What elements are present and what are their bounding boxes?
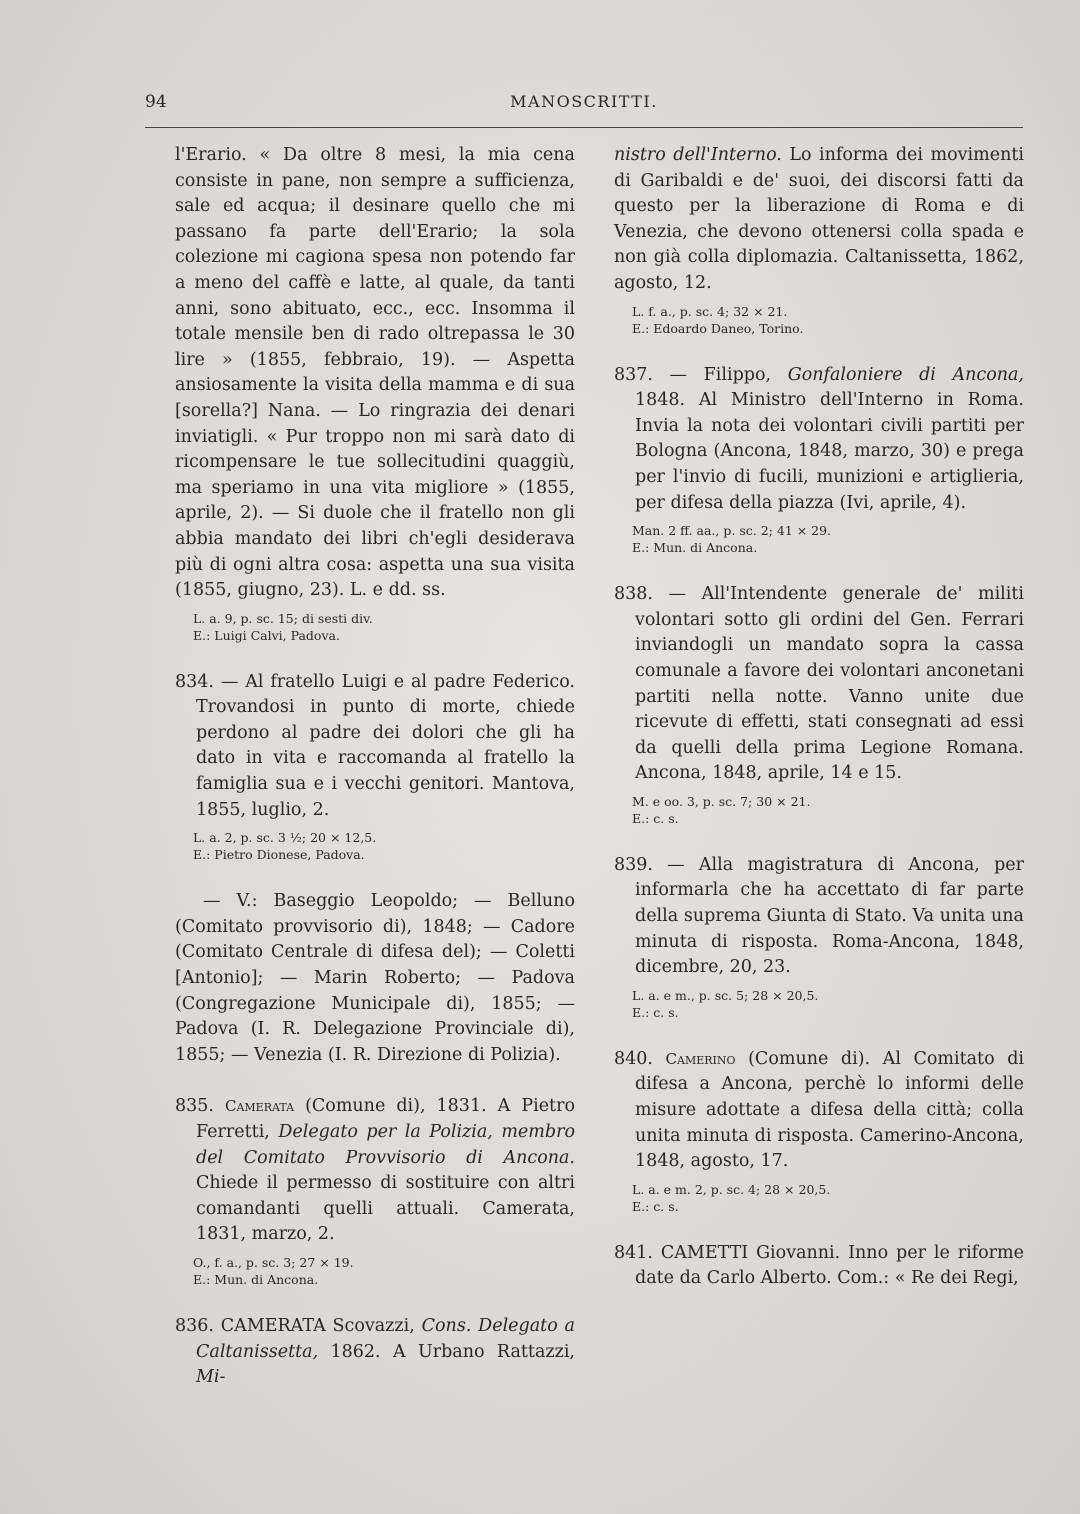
page-number: 94	[145, 92, 167, 112]
entry-836-note	[632, 303, 1024, 337]
note-line: L. f. a., p. sc. 4; 32 × 21.	[632, 303, 788, 319]
entry-840-text: 840. Camerino (Comune di). Al Comitato di difesa a Ancona, perchè lo informi delle misure adottate a difesa della città; colla unita minuta di risposta. Camerino-Ancona, 1848, agosto, 17.	[614, 1048, 1024, 1172]
entry-number: 840.	[614, 1048, 653, 1069]
entry-836-text: 836. CAMERATA Scovazzi, Cons. Delegato a Caltanissetta, 1862. A Urbano Rattazzi, Mi-	[175, 1315, 575, 1388]
entry-835-note	[193, 1254, 575, 1288]
entry-837	[614, 363, 1024, 557]
note-line: E.: Mun. di Ancona.	[193, 1271, 319, 1287]
note-line: M. e oo. 3, p. sc. 7; 30 × 21.	[632, 793, 811, 809]
note-line: E.: Luigi Calvi, Padova.	[193, 627, 340, 643]
cross-reference	[175, 889, 575, 1068]
entry-834-text: 834. — Al fratello Luigi e al padre Federico. Trovandosi in punto di morte, chiede perdono al padre dei dolori che gli ha dato in vita e raccomanda al fratello la famiglia sua e i vecchi genitori. Mantova, 1855, luglio, 2.	[175, 671, 575, 820]
entry-heading: Camerino	[665, 1049, 736, 1068]
entry-838	[614, 582, 1024, 827]
note-line: E.: Edoardo Daneo, Torino.	[632, 320, 804, 336]
entry-number: 835.	[175, 1096, 214, 1117]
entry-837-text: 837. — Filippo, Gonfaloniere di Ancona, 1848. Al Ministro dell'Interno in Roma. Invia la nota dei volontari civili partiti per Bologna (Ancona, 1848, marzo, 30) e prega per l'invio di fucili, munizioni e artiglieria, per difesa della piazza (Ivi, aprile, 4).	[614, 364, 1025, 513]
note-line: Man. 2 ff. aa., p. sc. 2; 41 × 29.	[632, 523, 832, 539]
note-line: E.: Pietro Dionese, Padova.	[193, 847, 365, 863]
entry-835-text: 835. Camerata (Comune di), 1831. A Pietro Ferretti, Delegato per la Polizia, membro del Comitato Provvisorio di Ancona. Chiede il permesso di sostituire con altri comandanti quelli attuali. Camerata, 1831, marzo, 2.	[175, 1096, 575, 1245]
note-line: E.: c. s.	[632, 1198, 679, 1214]
note-line: L. a. e m., p. sc. 5; 28 × 20,5.	[632, 987, 819, 1003]
left-column	[175, 143, 575, 1391]
entry-839-note	[632, 987, 1024, 1021]
entry-834	[175, 670, 575, 864]
entry-836	[175, 1314, 575, 1391]
page-header	[145, 92, 1023, 122]
entry-839	[614, 853, 1024, 1021]
note-line: O., f. a., p. sc. 3; 27 × 19.	[193, 1254, 354, 1270]
entry-835	[175, 1094, 575, 1288]
note-line: L. a. e m. 2, p. sc. 4; 28 × 20,5.	[632, 1181, 831, 1197]
entry-838-text: 838. — All'Intendente generale de' militi volontari sotto gli ordini del Gen. Ferrari inviandogli un mandato sopra la cassa comunale a favore dei volontari anconetani partiti nella notte. Vanno unite due ricevute di effetti, stati consegnati ad essi da quelli della prima Legione Romana. Ancona, 1848, aprile, 14 e 15.	[614, 584, 1024, 784]
right-column	[614, 143, 1024, 1292]
entry-838-note	[632, 793, 1024, 827]
entry-841-text: 841. CAMETTI Giovanni. Inno per le riforme date da Carlo Alberto. Com.: « Re dei Regi,	[614, 1242, 1024, 1289]
entry-heading: Camerata	[225, 1097, 295, 1116]
note-line: E.: c. s.	[632, 810, 679, 826]
entry-841	[614, 1241, 1024, 1292]
running-title: MANOSCRITTI.	[510, 92, 658, 111]
entry-840-note	[632, 1181, 1024, 1215]
note-line: L. a. 9, p. sc. 15; di sesti div.	[193, 610, 373, 626]
entry-834-note	[193, 829, 575, 863]
cross-reference-text: — V.: Baseggio Leopoldo; — Belluno (Comitato provvisorio di), 1848; — Cadore (Comitato Centrale di difesa del); — Coletti [Antonio]; — Marin Roberto; — Padova (Congregazione Municipale di), 1855; — Padova (I. R. Delegazione Provinciale di), 1855; — Venezia (I. R. Direzione di Polizia).	[175, 891, 575, 1065]
note-line: L. a. 2, p. sc. 3 ½; 20 × 12,5.	[193, 830, 377, 846]
note-line: E.: c. s.	[632, 1004, 679, 1020]
entry-840	[614, 1047, 1024, 1215]
entry-836-continuation: nistro dell'Interno. Lo informa dei movimenti di Garibaldi e de' suoi, dei discorsi fatti da questo per la liberazione di Roma e di Venezia, che devono ottenersi colla spada e non già colla diplomazia. Caltanissetta, 1862, agosto, 12.	[614, 145, 1024, 293]
header-rule	[145, 127, 1023, 128]
note-line: E.: Mun. di Ancona.	[632, 540, 758, 556]
entry-833-continuation: l'Erario. « Da oltre 8 mesi, la mia cena consiste in pane, non sempre a sufficienza, sale ed acqua; il desinare quello che mi passano fa parte dell'Erario; la sola colezione mi cagiona spesa non potendo far a meno del caffè e latte, al quale, da tanti anni, sono abituato, ecc., ecc. Insomma il totale mensile ben di rado oltrepassa le 30 lire » (1855, febbraio, 19). — Aspetta ansiosamente la visita della mamma e di sua [sorella?] Nana. — Lo ringrazia dei denari inviatigli. « Pur troppo non mi sarà dato di ricompensare le tue sollecitudini quaggiù, ma speriamo in una vita migliore » (1855, aprile, 2). — Si duole che il fratello non gli abbia mandato dei libri ch'egli desiderava più di ogni altra cosa: aspetta una sua visita (1855, giugno, 23). L. e dd. ss.	[175, 145, 575, 601]
entry-839-text: 839. — Alla magistratura di Ancona, per informarla che ha accettato di far parte della suprema Giunta di Stato. Va unita una minuta di risposta. Roma-Ancona, 1848, dicembre, 20, 23.	[614, 854, 1024, 978]
entry-833-note	[193, 610, 575, 644]
entry-837-note	[632, 522, 1024, 556]
